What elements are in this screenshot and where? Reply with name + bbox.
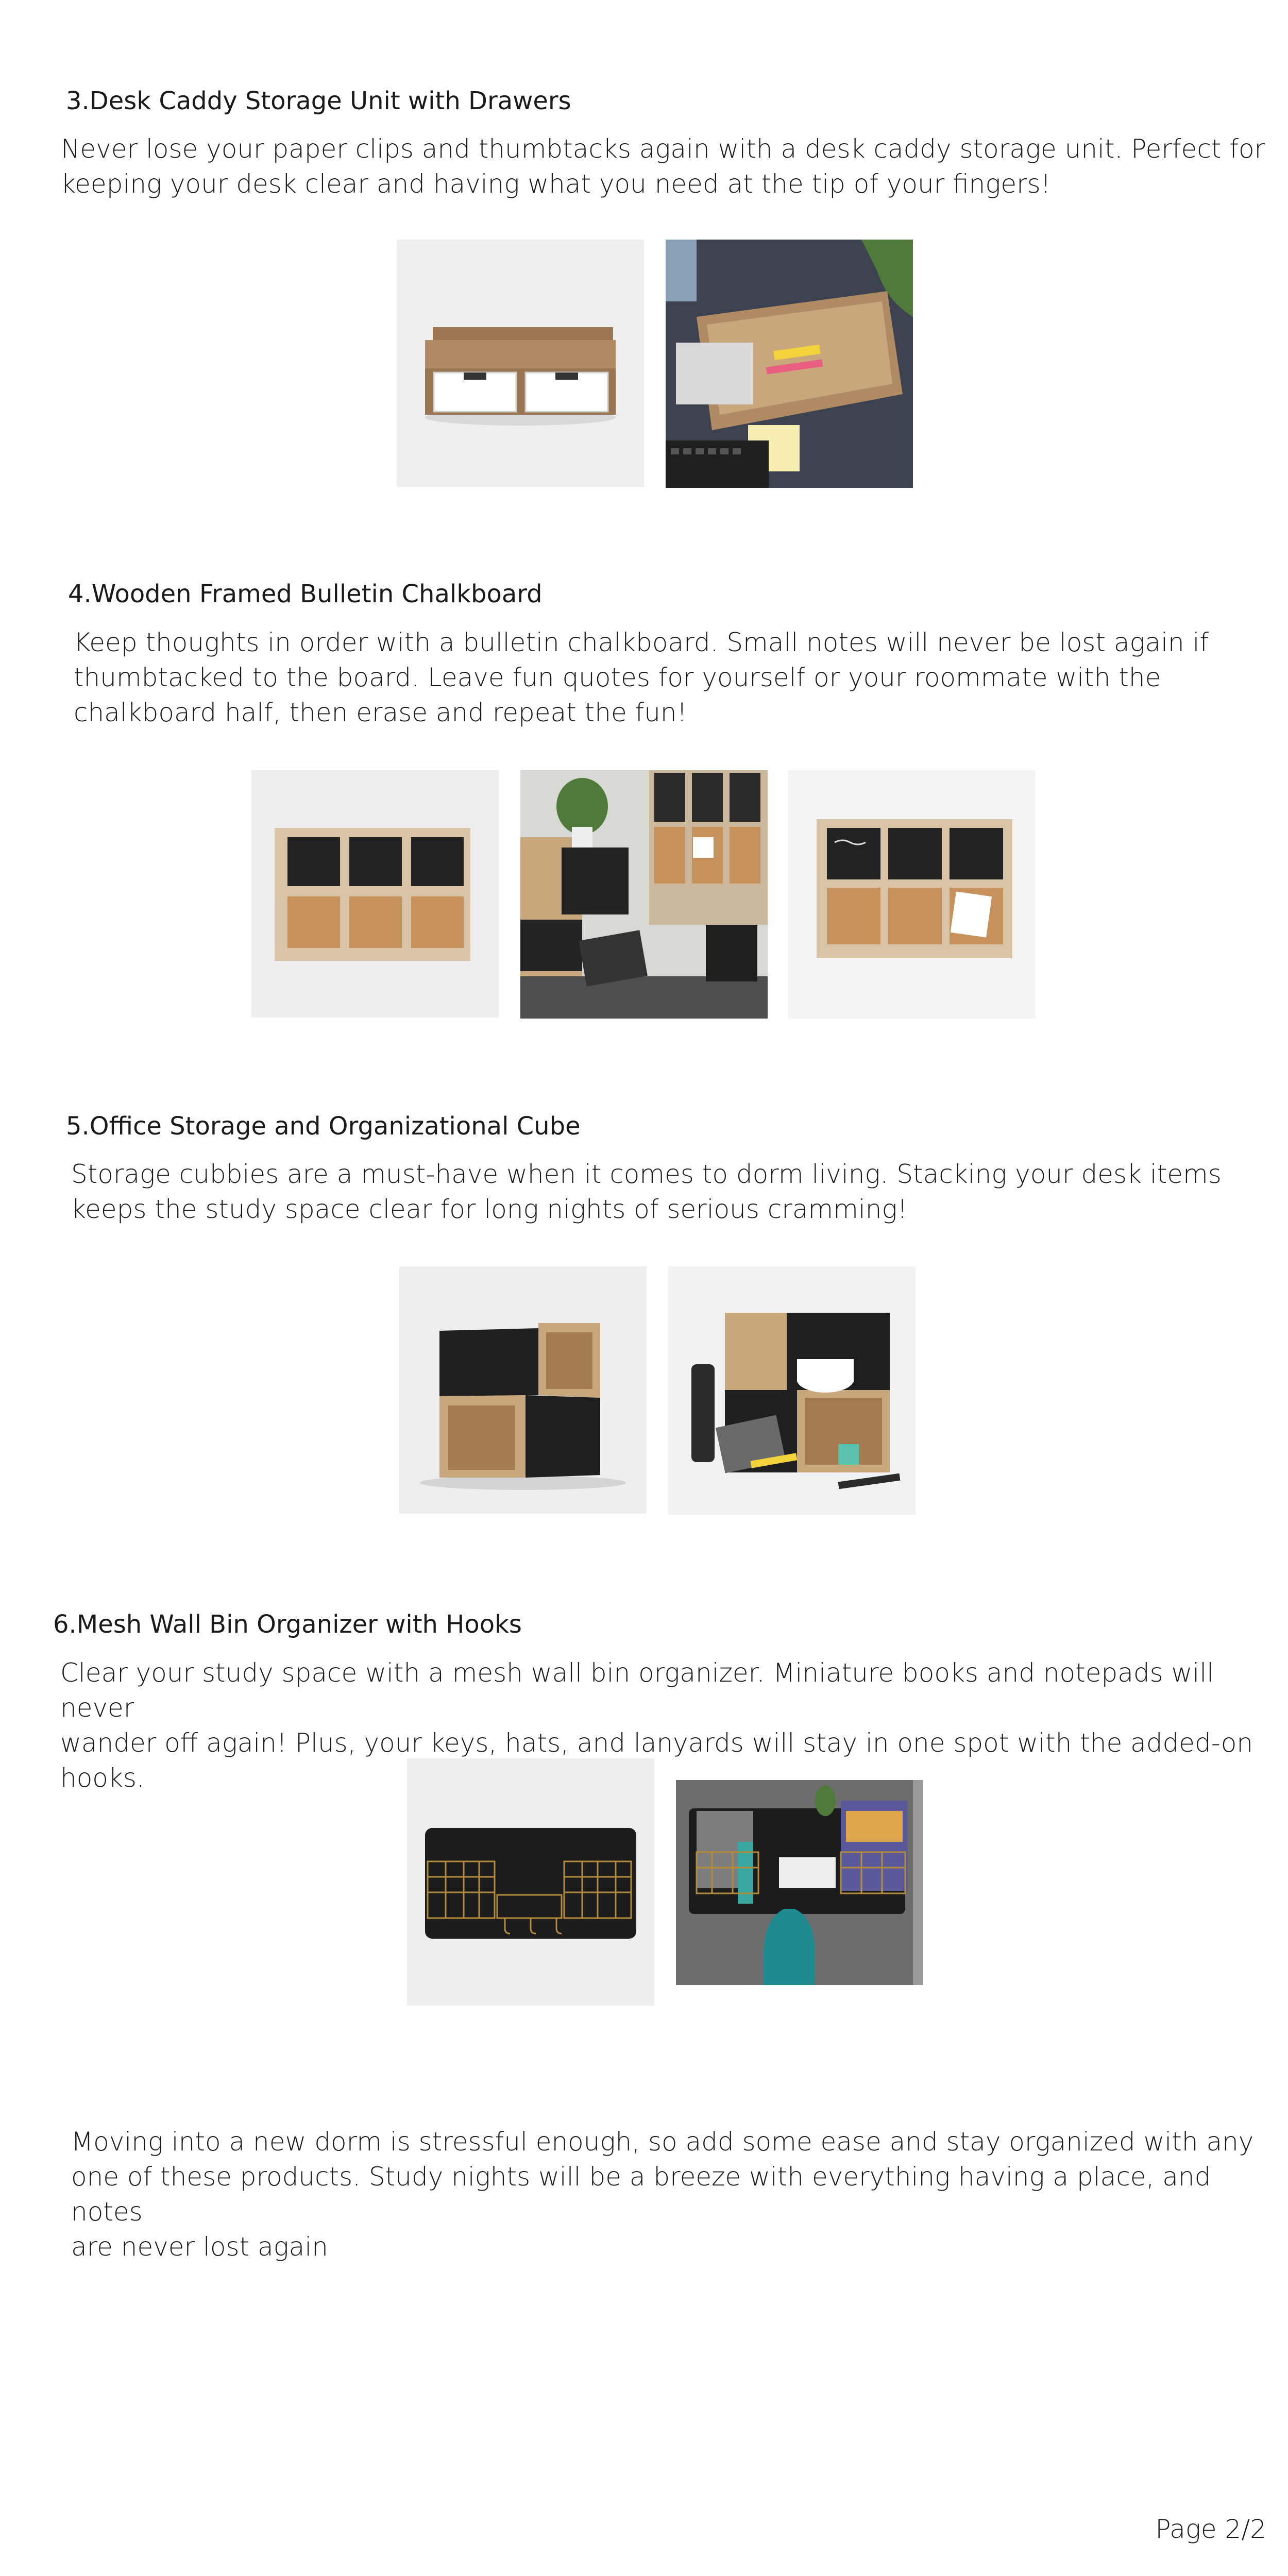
section-3-description xyxy=(61,131,1265,201)
section-4-description xyxy=(74,625,1209,730)
desk-caddy-product-photo xyxy=(397,240,644,487)
mesh-wall-bin-lifestyle-photo xyxy=(676,1780,923,1985)
section-5-description xyxy=(71,1157,1222,1227)
bulletin-board-detail-photo xyxy=(788,770,1036,1019)
section-3-heading xyxy=(66,87,571,115)
section-title: Desk Caddy Storage Unit with Drawers xyxy=(89,87,571,115)
description-line: thumbtacked to the board. Leave fun quotes for yourself or your roommate with the xyxy=(74,663,1161,692)
section-5-heading xyxy=(66,1112,581,1141)
description-line: wander off again! Plus, your keys, hats, and lanyards will stay in one spot with the added-on xyxy=(60,1728,1253,1758)
description-line: Storage cubbies are a must-have when it comes to dorm living. Stacking your desk items xyxy=(71,1159,1222,1189)
description-line: Never lose your paper clips and thumbtacks again with a desk caddy storage unit. Perfect for xyxy=(61,134,1265,164)
description-line: chalkboard half, then erase and repeat the fun! xyxy=(74,698,687,727)
storage-cube-product-photo xyxy=(399,1266,647,1514)
description-line: keeps the study space clear for long nights of serious cramming! xyxy=(71,1194,908,1224)
section-title: Office Storage and Organizational Cube xyxy=(89,1112,581,1141)
storage-cube-lifestyle-photo xyxy=(668,1266,916,1515)
closing-paragraph xyxy=(71,2124,1288,2264)
section-number: 4. xyxy=(68,580,92,608)
desk-caddy-lifestyle-photo xyxy=(666,240,913,488)
page-number: Page 2/2 xyxy=(1155,2514,1266,2544)
bulletin-board-product-photo xyxy=(251,770,499,1018)
section-4-heading xyxy=(68,580,543,608)
section-number: 5. xyxy=(66,1112,90,1141)
section-number: 3. xyxy=(66,87,90,115)
description-line: Clear your study space with a mesh wall bin organizer. Miniature books and notepads will never xyxy=(60,1658,1214,1723)
bulletin-board-lifestyle-photo xyxy=(520,770,768,1019)
description-line: Keep thoughts in order with a bulletin chalkboard. Small notes will never be lost again if xyxy=(74,628,1209,657)
section-title: Wooden Framed Bulletin Chalkboard xyxy=(91,580,543,608)
closing-line: are never lost again xyxy=(71,2232,328,2262)
section-title: Mesh Wall Bin Organizer with Hooks xyxy=(76,1610,522,1639)
description-line: hooks. xyxy=(60,1763,145,1793)
section-number: 6. xyxy=(53,1610,77,1639)
description-line: keeping your desk clear and having what you need at the tip of your fingers! xyxy=(61,169,1051,199)
closing-line: Moving into a new dorm is stressful enough, so add some ease and stay organized with any xyxy=(71,2127,1254,2157)
closing-line: one of these products. Study nights will be a breeze with everything having a place, and notes xyxy=(71,2162,1211,2227)
section-6-heading xyxy=(53,1610,522,1639)
section-6-description xyxy=(60,1655,1288,1795)
mesh-wall-bin-product-photo xyxy=(407,1758,654,2006)
